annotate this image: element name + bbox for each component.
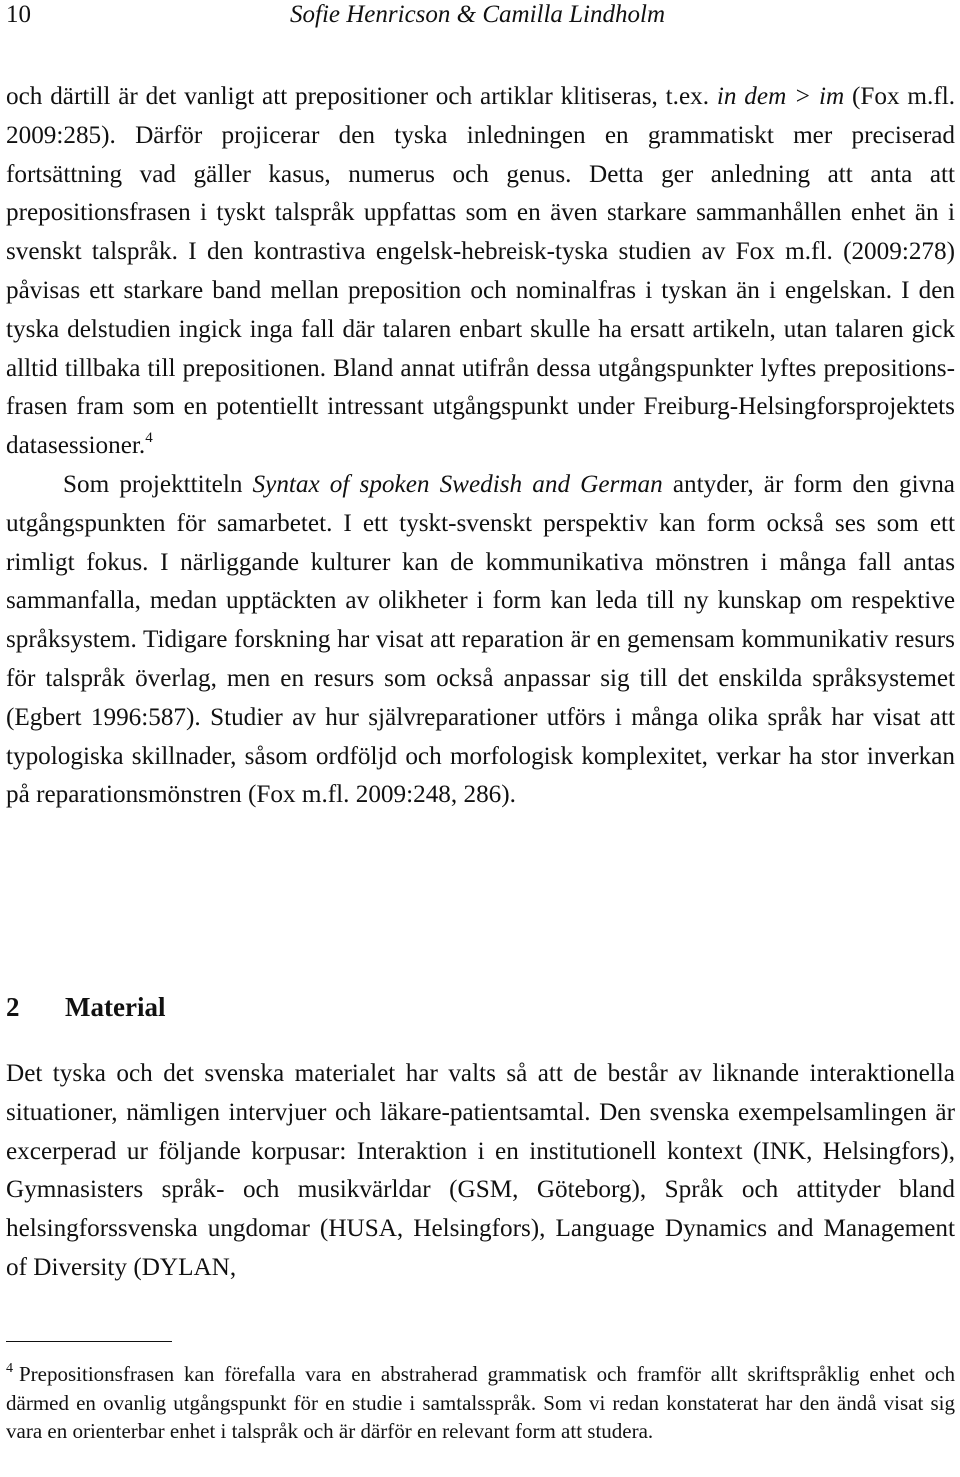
paragraph-2-text-b: antyder, är form den givna utgångspunkten för samarbetet. I ett tyskt-svenskt perspektiv kan form också ses som ett rimligt fokus. I närliggande kulturer kan de kommunikativa mönstren i många fall antas sammanfalla, medan upptäckten av olikheter i form kan leda till ny kunskap om respektive språksystem. Tidigare forskning har visat att reparation är en gemensam kommunikativ resurs för talspråk överlag, men en resurs som också anpassar sig till det enskilda språksystemet (Egbert 1996:587). Studier av hur självreparationer utförs i många olika språk har visat att typologiska skillnader, såsom ordföljd och morfologisk komplexitet, verkar ha stor inverkan på reparationsmönstren (Fox m.fl. 2009:248, 286).	[6, 470, 955, 809]
footnote-number: 4	[6, 1361, 13, 1376]
german-example: in dem > im	[716, 83, 845, 110]
section-text	[6, 1055, 955, 1288]
project-title: Syntax of spoken Swedish and German	[252, 470, 663, 498]
paragraph-2	[6, 466, 955, 815]
page-number: 10	[6, 1, 31, 28]
footnote	[6, 1360, 955, 1446]
section-number: 2	[6, 992, 20, 1022]
footnote-reference: 4	[145, 430, 153, 447]
section-title: Material	[65, 992, 166, 1022]
section-paragraph: Det tyska och det svenska materialet har valts så att de består av liknande interaktionella situationer, nämligen intervjuer och läkare-patientsamtal. Den svenska exempelsamlingen är excerperad ur följande korpusar: Interaktion i en institutionell kontext (INK, Helsingfors), Gymnasisters språk- och musikvärldar (GSM, Göteborg), Språk och attityder bland helsingforssvenska ungdomar (HUSA, Helsingfors), Language Dynamics and Management of Diversity (DYLAN,	[6, 1060, 955, 1281]
paragraph-1	[6, 78, 955, 466]
footnote-text: Prepositionsfrasen kan förefalla vara en abstraherad grammatisk och framför allt skriftspråklig enhet och därmed en ovanlig utgångspunkt för en studie i samtalsspråk. Som vi redan konstaterat har den ändå visat sig vara en orienterbar enhet i talspråk och är därför en relevant form att studera.	[6, 1362, 955, 1443]
paragraph-1-text-a: och därtill är det vanligt att prepositioner och artiklar klitiseras, t.ex.	[6, 83, 717, 110]
running-head: Sofie Henricson & Camilla Lindholm	[290, 1, 665, 28]
page-header	[0, 0, 960, 30]
paragraph-1-text-b: (Fox m.fl. 2009:285). Därför projicerar den tyska inledningen en grammatiskt mer preciserad fortsättning vad gäller kasus, numerus och genus. Detta ger anledning att anta att prepositionsfrasen i tyskt talspråk uppfattas som en även starkare sammanhållen enhet än i svenskt talspråk. I den kontrastiva engelsk-hebreisk-tyska studien av Fox m.fl. (2009:278) påvisas ett starkare band mellan preposition och nominalfras i tyskan än i engelskan. I den tyska delstudien ingick inga fall där talaren enbart skulle ha ersatt artikeln, utan talaren gick alltid tillbaka till prepositionen. Bland annat utifrån dessa utgångspunkter lyftes prepositionsfrasen fram som en potentiellt intressant utgångspunkt under Freiburg-Helsingforsprojektets datasessioner.	[6, 83, 955, 460]
footnote-separator	[6, 1341, 172, 1342]
paragraph-2-text-a: Som projekttiteln	[63, 470, 253, 498]
intro-text	[6, 78, 955, 815]
section-heading	[6, 986, 165, 1028]
